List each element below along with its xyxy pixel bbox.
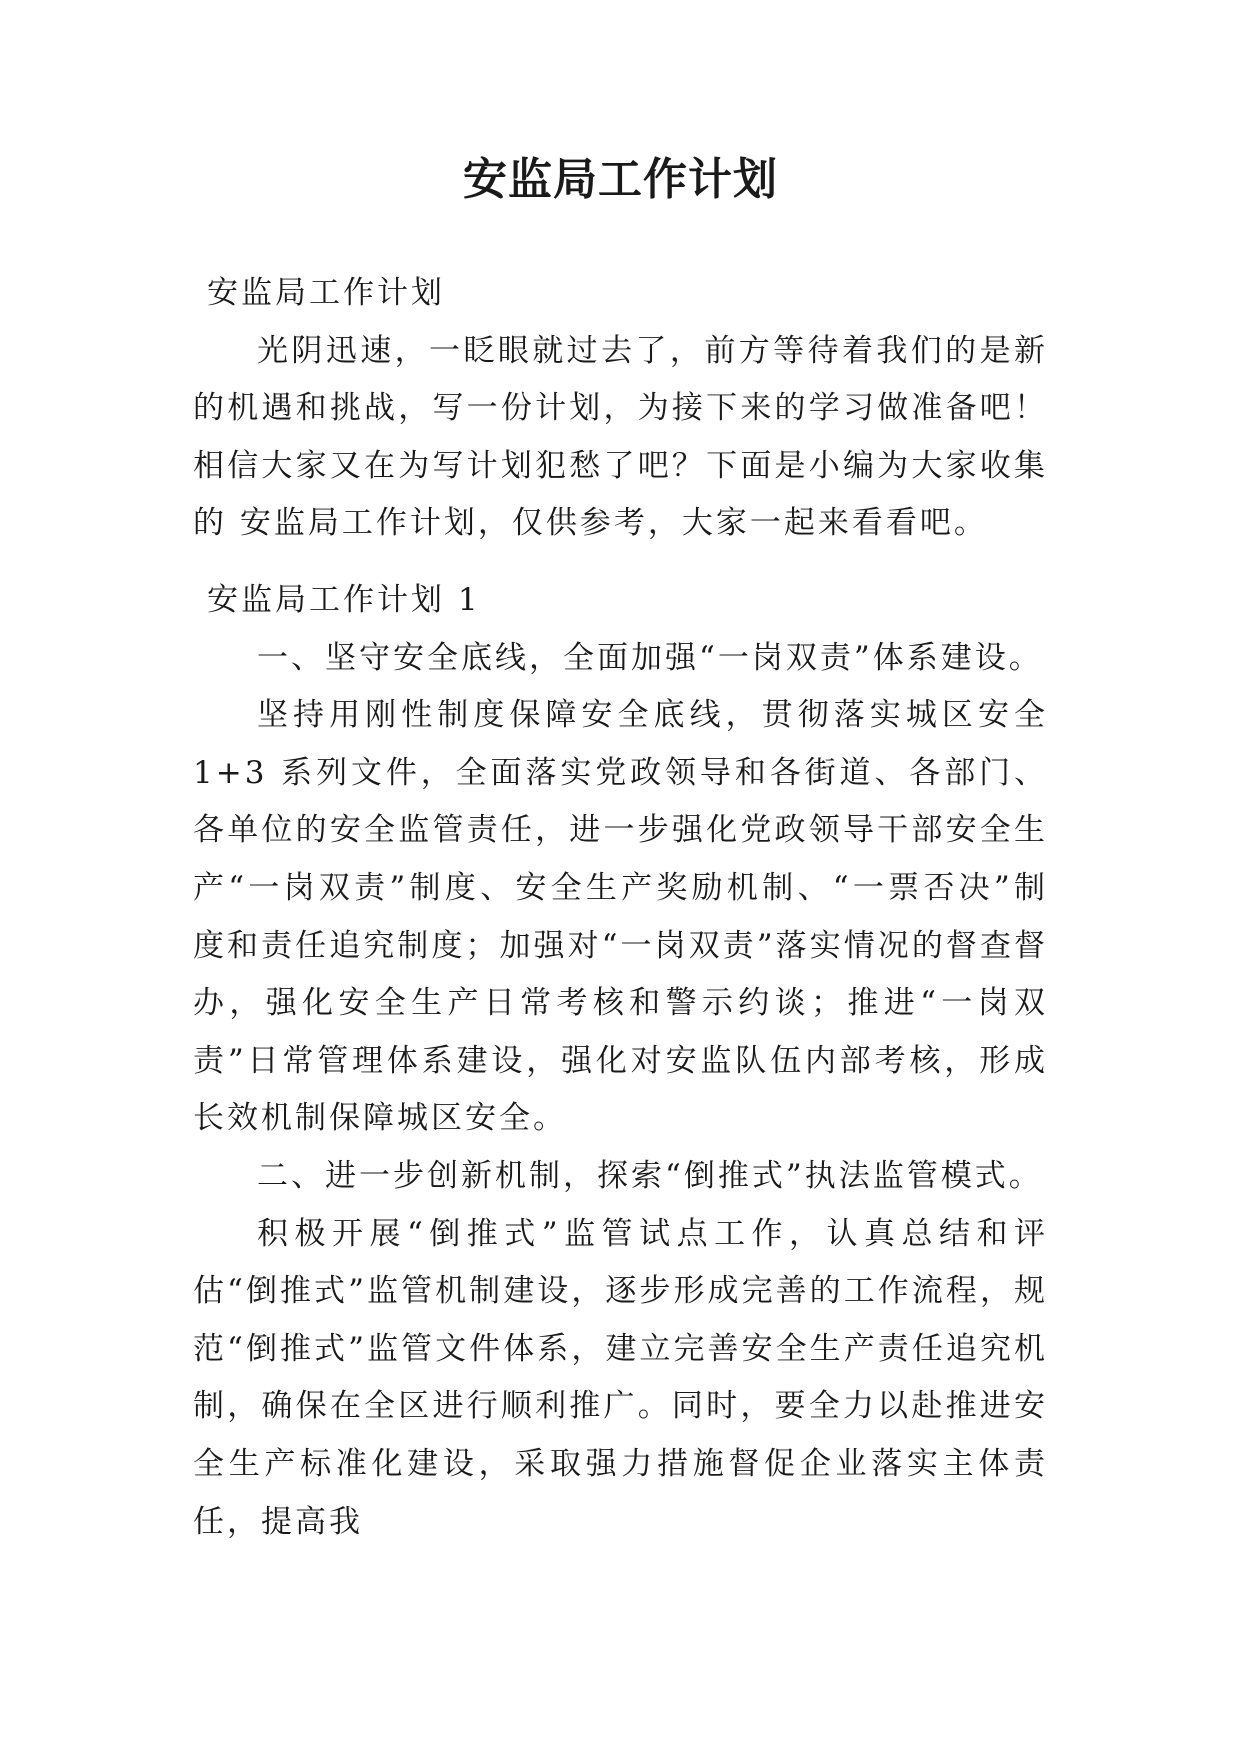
document-title: 安监局工作计划 [463,154,778,205]
intro-subtitle: 安监局工作计划 [207,275,445,311]
section-1 [193,572,1048,1551]
section-1-heading-2: 二、进一步创新机制，探索“倒推式”执法监管模式。 [257,1157,1043,1194]
intro-block [193,265,1048,553]
section-1-paragraph-1: 坚持用刚性制度保障安全底线，贯彻落实城区安全 1+3 系列文件，全面落实党政领导和各街道、各部门、各单位的安全监管责任，进一步强化党政领导干部安全生产“一岗双责”制度、安全生产奖励机制、“一票否决”制度和责任追究制度；加强对“一岗双责”落实情况的督查督办，强化安全生产日常考核和警示约谈；推进“一岗双责”日常管理体系建设，强化对安监队伍内部考核，形成长效机制保障城区安全。 [193,697,1048,1137]
section-1-heading-1: 一、坚守安全底线，全面加强“一岗双责”体系建设。 [257,639,1043,676]
section-1-paragraph-2: 积极开展“倒推式”监管试点工作，认真总结和评估“倒推式”监管机制建设，逐步形成完善的工作流程，规范“倒推式”监管文件体系，建立完善安全生产责任追究机制，确保在全区进行顺利推广。同时，要全力以赴推进安全生产标准化建设，采取强力措施督促企业落实主体责任，提高我 [193,1215,1048,1540]
intro-paragraph: 光阴迅速，一眨眼就过去了，前方等待着我们的是新的机遇和挑战，写一份计划，为接下来的学习做准备吧！相信大家又在为写计划犯愁了吧？下面是小编为大家收集的 安监局工作计划，仅供参考，大家一起来看看吧。 [193,332,1048,542]
section-1-subtitle: 安监局工作计划 1 [207,582,481,618]
